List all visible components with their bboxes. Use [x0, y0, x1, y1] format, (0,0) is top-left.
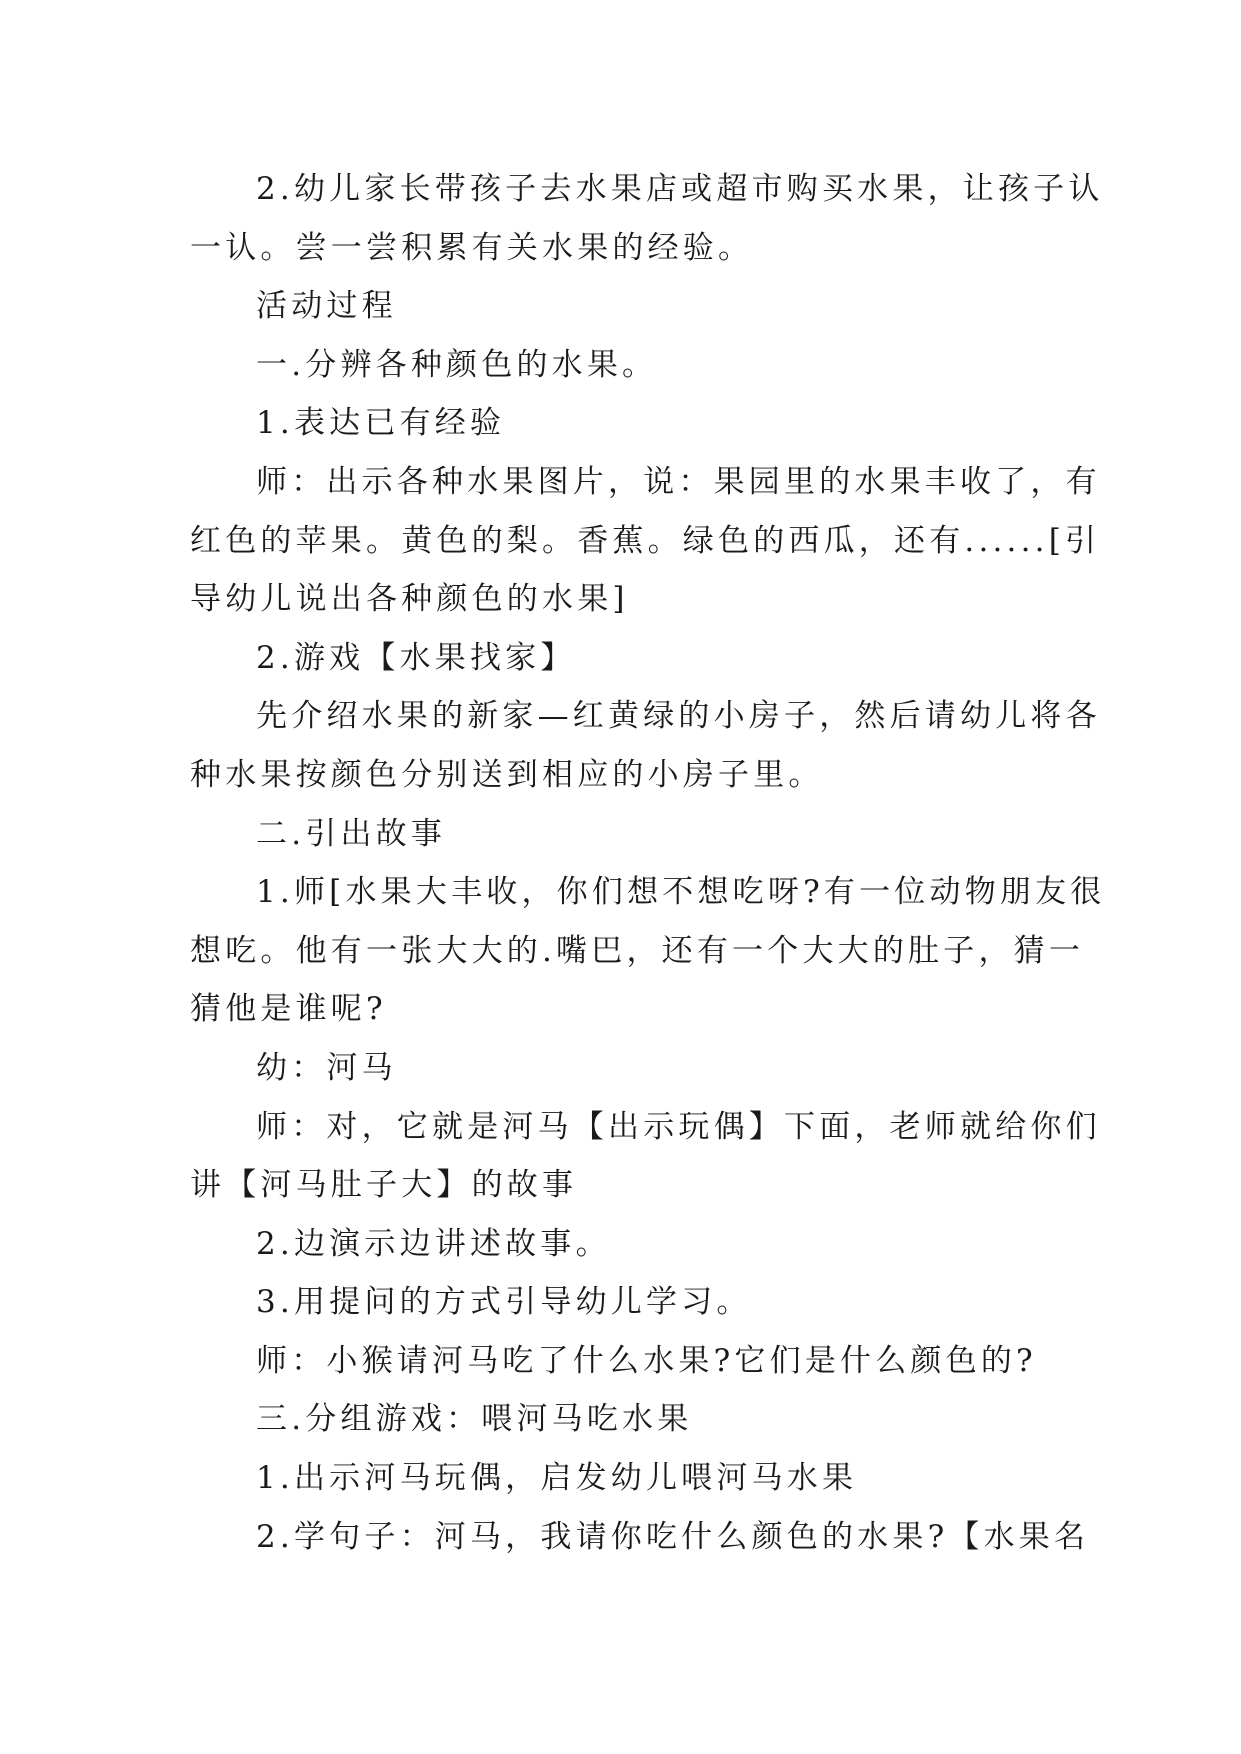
- text-line: 幼：河马: [256, 1049, 397, 1086]
- text-line: 想吃。他有一张大大的.嘴巴，还有一个大大的肚子，猜一: [190, 932, 1085, 969]
- text-line: 种水果按颜色分别送到相应的小房子里。: [190, 756, 824, 793]
- text-line: 讲【河马肚子大】的故事: [190, 1167, 578, 1204]
- text-line: 2.学句子：河马，我请你吃什么颜色的水果?【水果名: [256, 1518, 1090, 1555]
- text-line: 导幼儿说出各种颜色的水果]: [190, 581, 629, 618]
- text-line: 先介绍水果的新家—红黄绿的小房子，然后请幼儿将各: [256, 698, 1101, 735]
- text-line: 一认。尝一尝积累有关水果的经验。: [190, 229, 754, 266]
- section-heading: 一.分辨各种颜色的水果。: [256, 346, 658, 383]
- text-line: 1.表达已有经验: [256, 405, 506, 442]
- text-line: 2.游戏【水果找家】: [256, 639, 576, 676]
- text-line: 猜他是谁呢?: [190, 991, 387, 1028]
- text-line: 1.出示河马玩偶，启发幼儿喂河马水果: [256, 1460, 858, 1497]
- document-body: [190, 160, 1106, 1566]
- section-heading: 二.引出故事: [256, 815, 447, 852]
- text-line: 1.师[水果大丰收，你们想不想吃呀?有一位动物朋友很: [256, 874, 1106, 911]
- section-heading: 三.分组游戏：喂河马吃水果: [256, 1401, 693, 1438]
- text-line: 师：对，它就是河马【出示玩偶】下面，老师就给你们: [256, 1108, 1101, 1145]
- text-line: 师：小猴请河马吃了什么水果?它们是什么颜色的?: [256, 1342, 1037, 1379]
- text-line: 2.幼儿家长带孩子去水果店或超市购买水果，让孩子认: [256, 171, 1104, 207]
- text-line: 3.用提问的方式引导幼儿学习。: [256, 1284, 752, 1321]
- section-heading: 活动过程: [256, 288, 397, 325]
- text-line: 2.边演示边讲述故事。: [256, 1225, 611, 1262]
- text-line: 红色的苹果。黄色的梨。香蕉。绿色的西瓜，还有......[引: [190, 522, 1101, 559]
- text-line: 师：出示各种水果图片，说：果园里的水果丰收了，有: [256, 463, 1101, 500]
